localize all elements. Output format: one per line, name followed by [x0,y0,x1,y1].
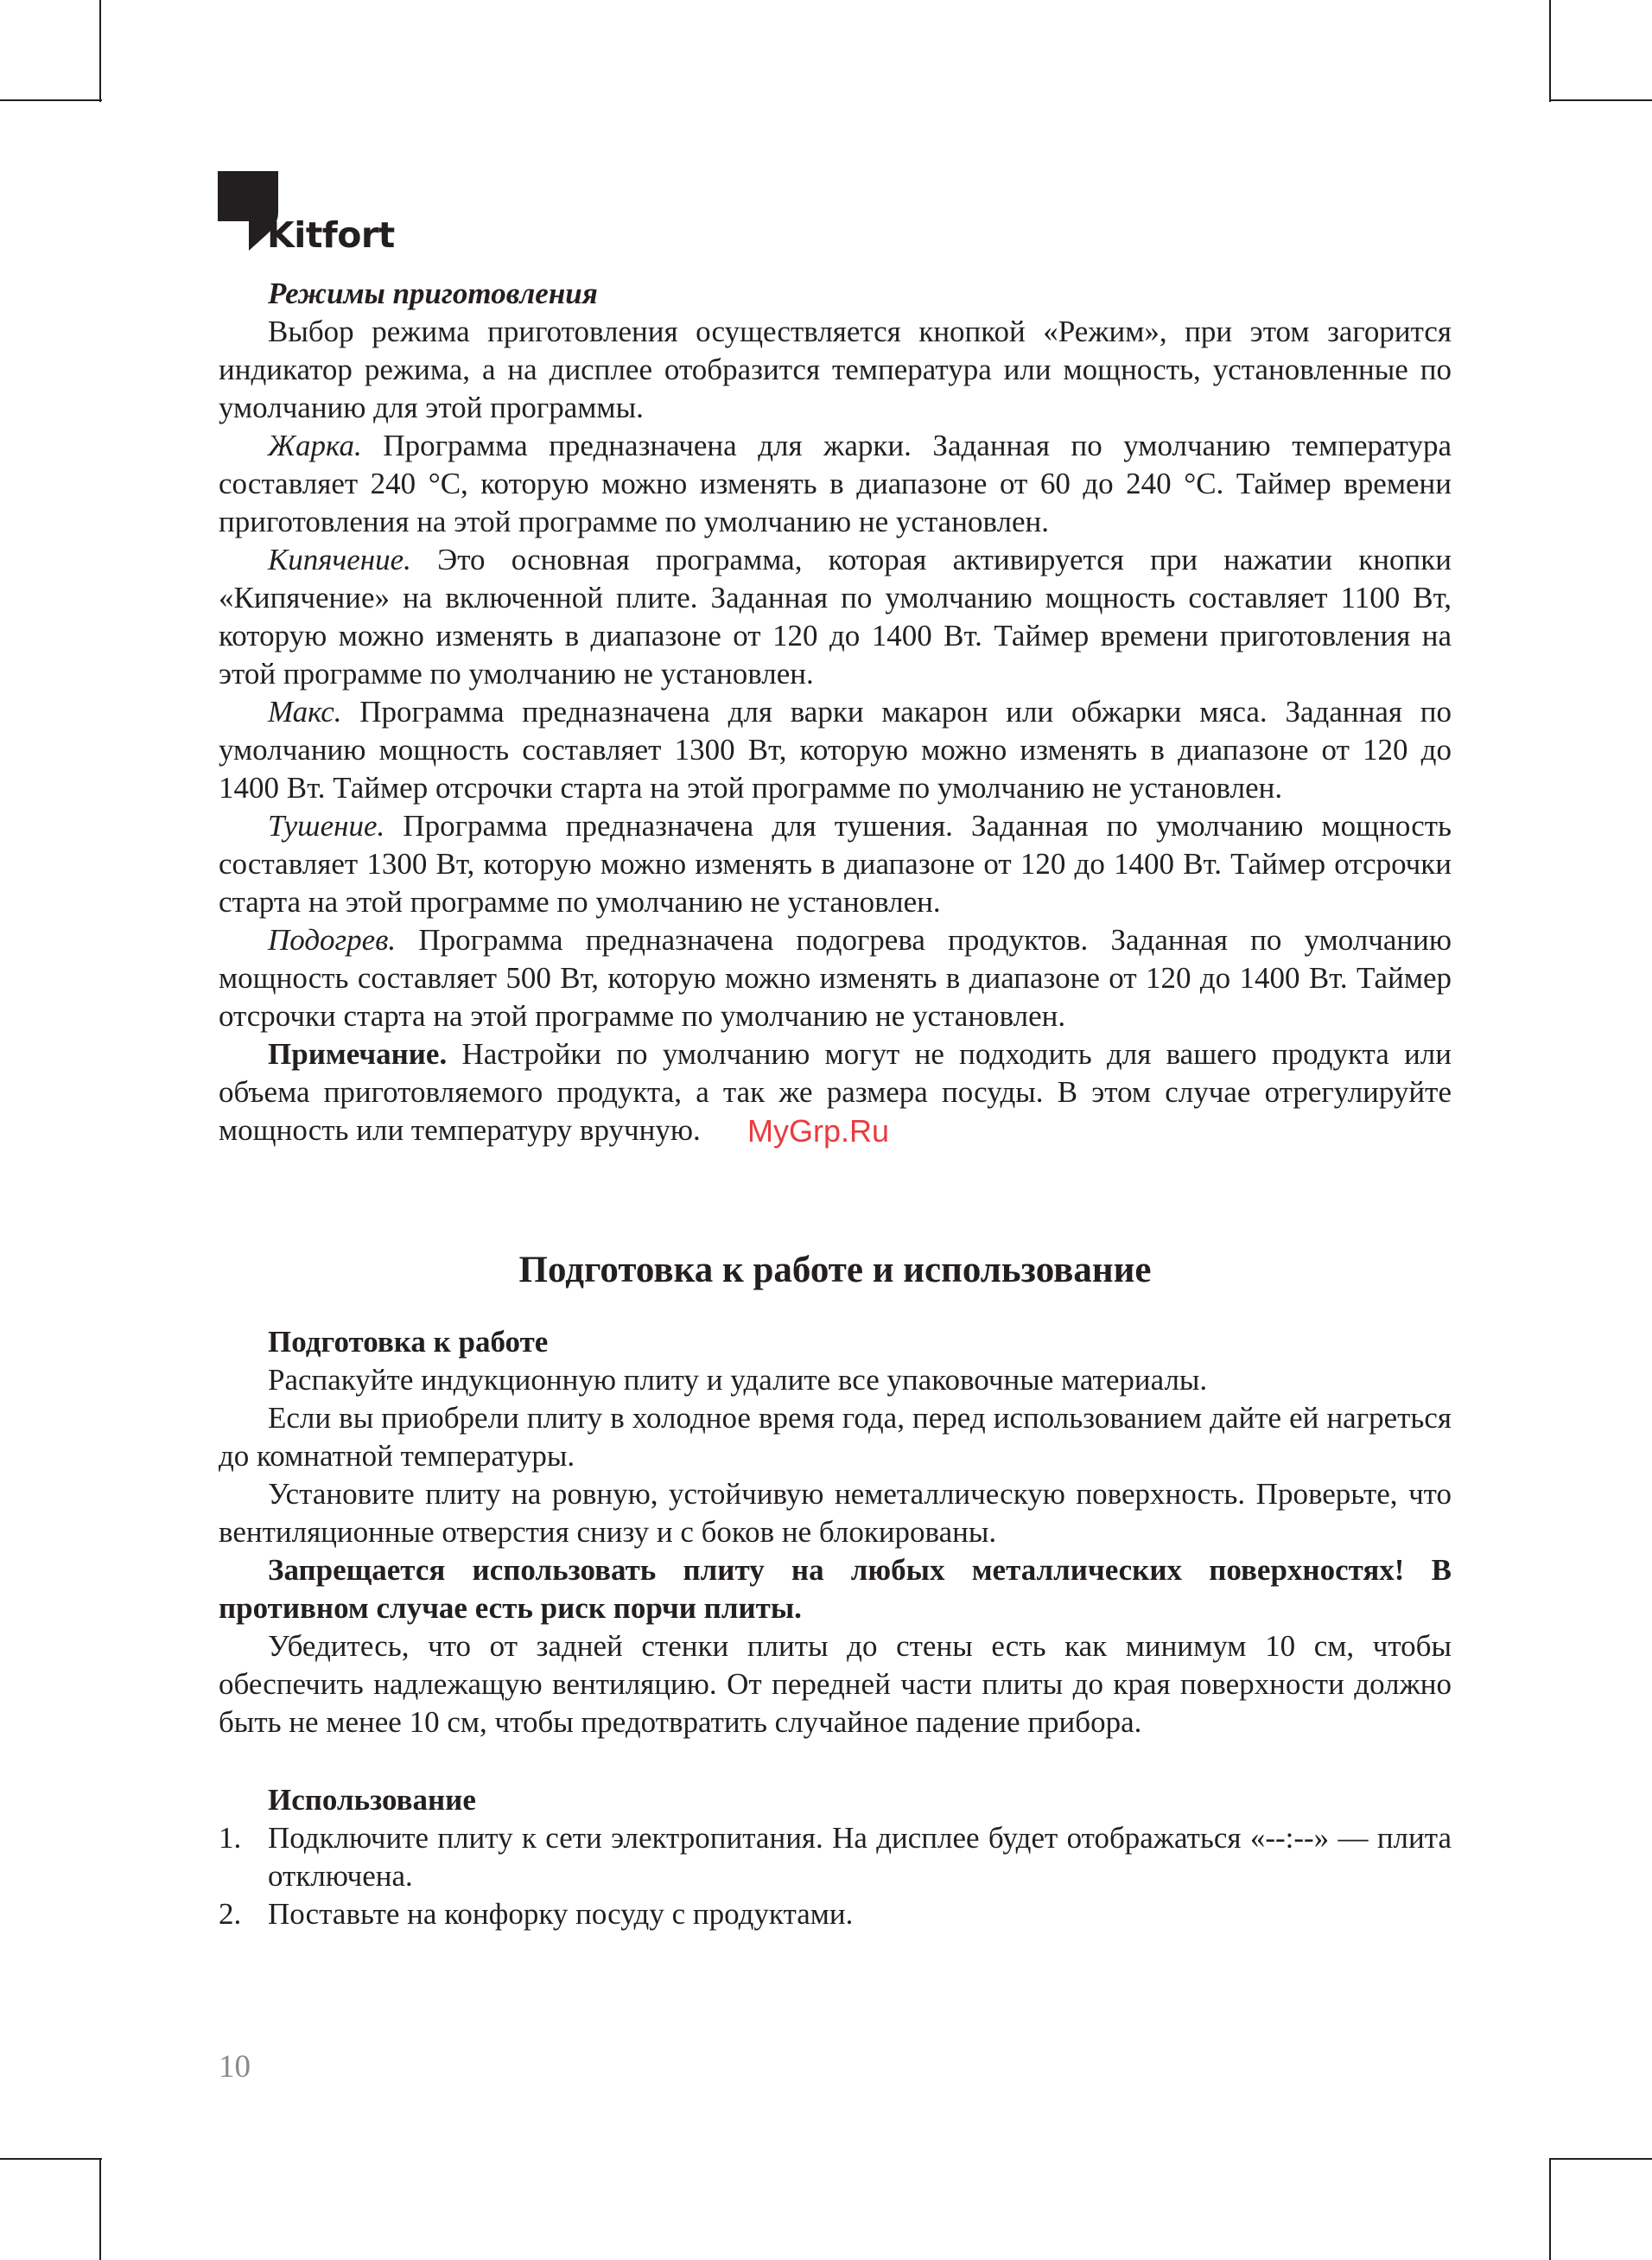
mode-paragraph [219,427,1452,541]
note-text: Настройки по умолчанию могут не подходить для вашего продукта или объема приготовляемого продукта, а так же размера посуды. В этом случае отрегулируйте мощность или температуру вручную. [219,1037,1452,1147]
crop-mark-top-right [1549,0,1551,102]
step-number: 2. [219,1897,242,1931]
crop-mark-bottom-right [1549,2158,1551,2260]
list-item [219,1895,1452,1933]
mode-term: Тушение. [268,809,385,843]
brand-name: Kitfort [267,214,395,256]
warning-paragraph: Запрещается использовать плиту на любых металлических поверхностях! В противном случае есть риск порчи плиты. [219,1553,1452,1625]
prep-paragraph: Установите плиту на ровную, устойчивую неметаллическую поверхность. Проверьте, что вентиляционные отверстия снизу и с боков не блокированы. [219,1477,1452,1549]
usage-steps [219,1819,1452,1933]
crop-mark-bottom-left-h [0,2158,102,2160]
mode-text: Это основная программа, которая активируется при нажатии кнопки «Кипячение» на включенной плите. Заданная по умолчанию мощность составляет 1100 Вт, которую можно изменять в диапазоне от 120 до 1400 Вт. Таймер времени приготовления на этой программе по умолчанию не установлен. [219,543,1452,691]
step-number: 1. [219,1821,242,1855]
step-text: Поставьте на конфорку посуду с продуктами. [268,1897,854,1931]
page-content [219,275,1452,1933]
mode-text: Программа предназначена для жарки. Заданная по умолчанию температура составляет 240 °С, которую можно изменять в диапазоне от 60 до 240 °С. Таймер времени приготовления на этой программе по умолчанию не установлен. [219,429,1452,538]
mode-term: Подогрев. [268,923,397,957]
section-title: Подготовка к работе и использование [518,1250,1152,1290]
ventilation-paragraph: Убедитесь, что от задней стенки плиты до стены есть как минимум 10 см, чтобы обеспечить надлежащую вентиляцию. От передней части плиты до края поверхности должно быть не менее 10 см, чтобы предотвратить случайное падение прибора. [219,1629,1452,1739]
prep-paragraph: Если вы приобрели плиту в холодное время года, перед использованием дайте ей нагреться до комнатной температуры. [219,1401,1452,1473]
watermark: MyGrp.Ru [747,1113,890,1149]
prep-paragraph: Распакуйте индукционную плиту и удалите все упаковочные материалы. [268,1363,1208,1397]
modes-heading: Режимы приготовления [268,277,598,310]
mode-paragraph [219,541,1452,693]
mode-term: Жарка. [268,429,362,462]
crop-mark-bottom-right-h [1550,2158,1652,2160]
crop-mark-bottom-left [99,2158,101,2260]
mode-paragraph [219,693,1452,807]
crop-mark-top-right-h [1550,99,1652,101]
mode-term: Кипячение. [268,543,411,576]
crop-mark-top-left-h [0,99,102,101]
modes-intro: Выбор режима приготовления осуществляется кнопкой «Режим», при этом загорится индикатор режима, а на дисплее отобразится температура или мощность, установленные по умолчанию для этой программы. [219,315,1452,424]
mode-text: Программа предназначена для варки макарон или обжарки мяса. Заданная по умолчанию мощность составляет 1300 Вт, которую можно изменять в диапазоне от 120 до 1400 Вт. Таймер отсрочки старта на этой программе по умолчанию не установлен. [219,695,1452,805]
note-label: Примечание. [268,1037,448,1071]
usage-heading: Использование [268,1783,476,1817]
crop-mark-top-left [99,0,101,102]
prep-heading: Подготовка к работе [268,1325,549,1359]
mode-term: Макс. [268,695,342,729]
page-number: 10 [219,2049,251,2085]
mode-text: Программа предназначена подогрева продуктов. Заданная по умолчанию мощность составляет 500 Вт, которую можно изменять в диапазоне от 120 до 1400 Вт. Таймер отсрочки старта на этой программе по умолчанию не установлен. [219,923,1452,1033]
mode-paragraph [219,807,1452,921]
step-text: Подключите плиту к сети электропитания. На дисплее будет отображаться «--:--» — плита отключена. [268,1821,1452,1893]
list-item [219,1819,1452,1895]
mode-text: Программа предназначена для тушения. Заданная по умолчанию мощность составляет 1300 Вт, которую можно изменять в диапазоне от 120 до 1400 Вт. Таймер отсрочки старта на этой программе по умолчанию не установлен. [219,809,1452,919]
mode-paragraph [219,921,1452,1035]
